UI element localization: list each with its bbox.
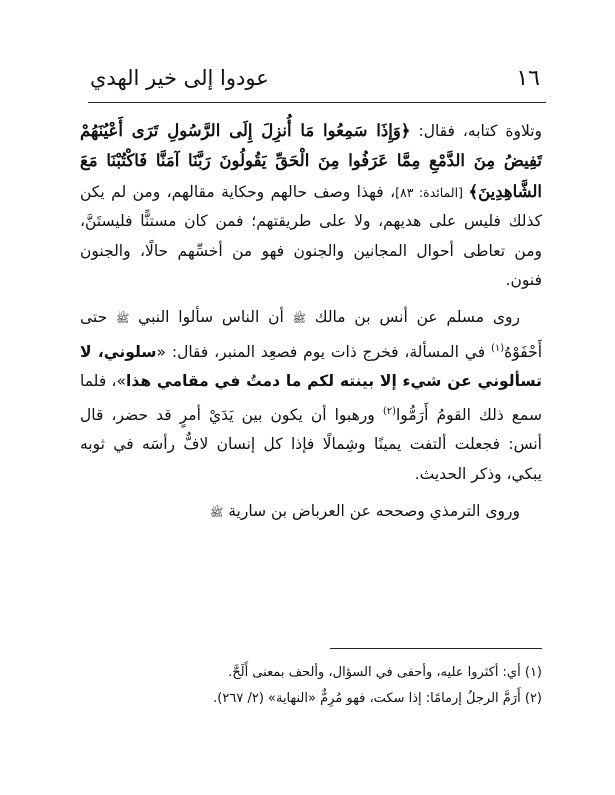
paragraph-3-text: وروى الترمذي وصححه عن العرباض بن سارية (223, 502, 520, 521)
paragraph-1 (80, 116, 542, 295)
paragraph-1-rest: ، فهذا وصف حالهم وحكاية مقالهم، ومن لم يكن كذلك فليس على هديهم، ولا على طريقتهم؛ فمن كان مستنًّا فليستَنَّ، ومن تعاطى أحوال المجانين والجنون فهو من أخسِّهم حالًا، والجنون فنون. (80, 182, 542, 290)
paragraph-2 (80, 303, 542, 489)
paragraph-1-intro: وتلاوة كتابه، فقال: (410, 122, 542, 140)
footnote-divider (330, 648, 542, 649)
footnotes (80, 660, 542, 712)
paragraph-2-part-3: حتى أَحْفَوْهُ (80, 308, 542, 361)
page-header (88, 64, 546, 96)
paragraph-2-part-1: روى مسلم عن أنس بن مالك (305, 308, 520, 327)
quran-verse: ﴿وَإِذَا سَمِعُوا مَا أُنزِلَ إِلَى الرَّسُولِ تَرَى أَعْيُنَهُمْ تَفِيضُ مِنَ الدَّمْعِ مِمَّا عَرَفُوا مِنَ الْحَقِّ يَقُولُونَ رَبَّنَا آمَنَّا فَاكْتُبْنَا مَعَ الشَّاهِدِينَ﴾ (80, 121, 542, 201)
paragraph-2-part-2: أن الناس سألوا النبي (129, 308, 293, 327)
honorific-2: ﷺ (116, 312, 130, 326)
paragraph-2-part-5: »، فلما سمع ذلك القومُ أَرَمُّوا (80, 372, 542, 424)
paragraph-gap (80, 489, 542, 497)
footnote-marker-2[interactable]: (٢) (382, 405, 396, 417)
paragraph-3 (80, 497, 542, 527)
footnote-marker-1[interactable]: (١) (490, 342, 505, 354)
page-number: ١٦ (516, 66, 540, 91)
honorific-3: ﷺ (210, 506, 224, 520)
hadith-quote: سلوني، لا تسألوني عن شيء إلا بينته لكم ما دمتُ في مقامي هذا (80, 343, 542, 391)
header-divider (88, 102, 546, 103)
paragraph-2-part-4: في المسألة، فخرج ذات يوم فصعِد المنبر، فقال: « (156, 343, 491, 361)
honorific-1: ﷺ (292, 312, 306, 326)
main-text (80, 116, 542, 528)
paragraph-2-part-6: ورهبوا أن يكون بين يَدَيْ أمرٍ قد حضر، قال أنس: فجعلت ألتفت يمينًا وشِمالًا فإذا كل إنسان لافٌّ رأسَه في ثوبه يبكي، وذكر الحديث. (80, 405, 542, 483)
running-title: عودوا إلى خير الهدي (90, 66, 269, 90)
footnote-1: (١) أي: أكثروا عليه، وأحفى في السؤال، وألحف بمعنى أَلَحَّ. (228, 665, 542, 680)
paragraph-gap (80, 295, 542, 303)
verse-reference: [المائدة: ٨٣] (395, 184, 469, 200)
footnote-2: (٢) أَرَمَّ الرجلُ إرمامًا: إذا سكت، فهو مُرِمٌّ «النهاية» (٢/ ٢٦٧). (213, 691, 542, 706)
